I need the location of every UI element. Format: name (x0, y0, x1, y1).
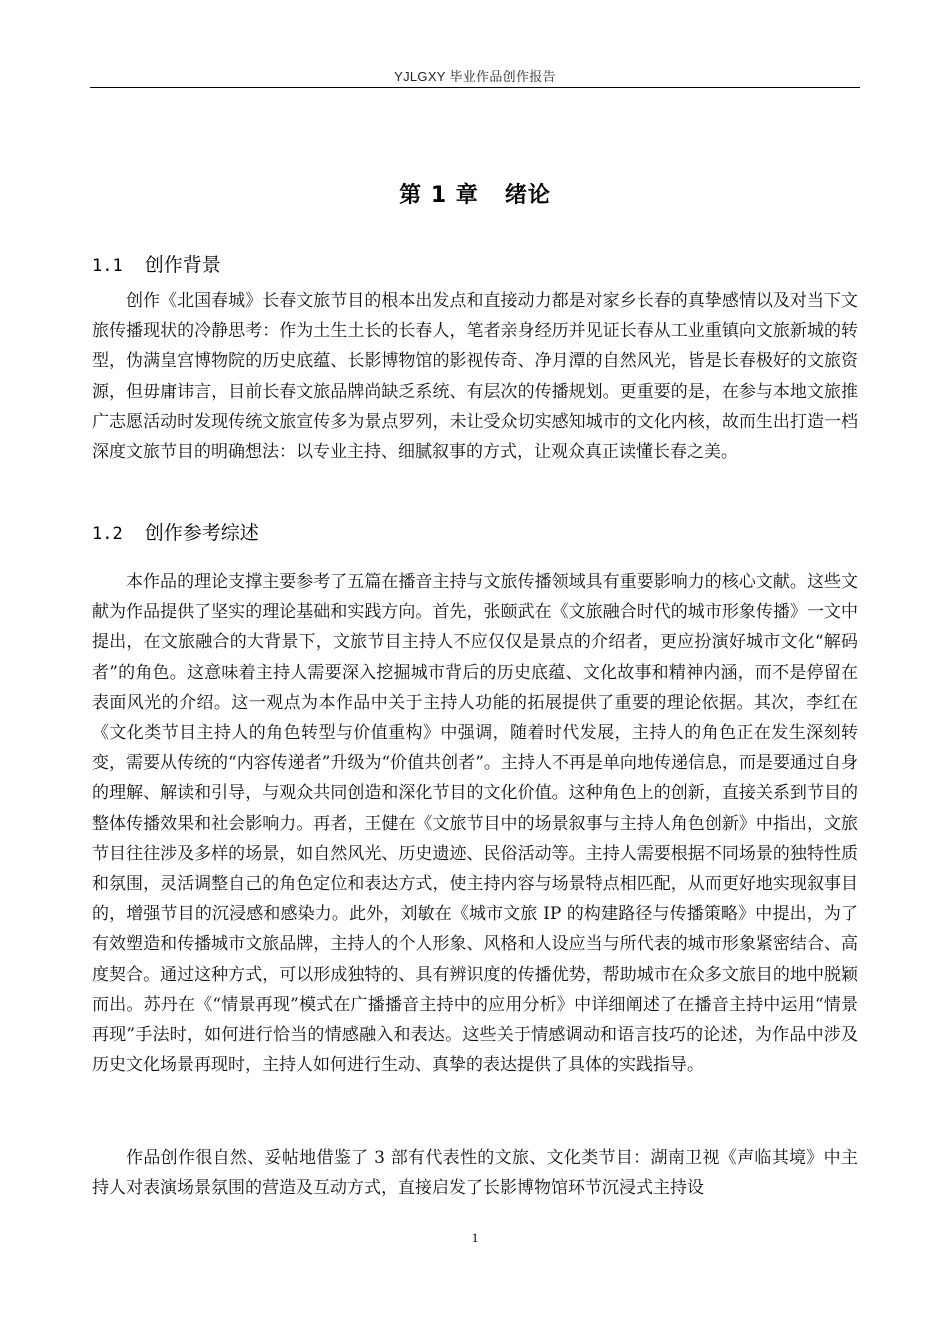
section-number: 1.1 (92, 256, 123, 276)
chapter-title (90, 178, 860, 209)
section-number: 1.2 (92, 524, 123, 544)
section-title: 创作参考综述 (144, 522, 259, 544)
section-heading-1-1 (92, 250, 221, 277)
page-number: 1 (471, 1230, 479, 1245)
paragraph-background: 创作《北国春城》长春文旅节目的根本出发点和直接动力都是对家乡长春的真挚感情以及对当下文旅传播现状的冷静思考：作为土生土长的长春人，笔者亲身经历并见证长春从工业重镇向文旅新城的转型，伪满皇宫博物院的历史底蕴、长影博物馆的影视传奇、净月潭的自然风光，皆是长春极好的文旅资源，但毋庸讳言，目前长春文旅品牌尚缺乏系统、有层次的传播规划。更重要的是，在参与本地文旅推广志愿活动时发现传统文旅宣传多为景点罗列，未让受众切实感知城市的文化内核，故而生出打造一档深度文旅节目的明确想法：以专业主持、细腻叙事的方式，让观众真正读懂长春之美。 (92, 291, 858, 463)
running-header: YJLGXY 毕业作品创作报告 (394, 69, 556, 84)
header-rule (90, 87, 860, 88)
section-heading-1-2 (92, 518, 259, 545)
chapter-number: 第 1 章 (399, 183, 479, 208)
paragraph-program-reference: 作品创作很自然、妥帖地借鉴了 3 部有代表性的文旅、文化类节目：湖南卫视《声临其境》中主持人对表演场景氛围的营造及互动方式，直接启发了长影博物馆环节沉浸式主持设 (92, 1148, 858, 1199)
section-title: 创作背景 (144, 254, 221, 276)
paragraph-literature-review: 本作品的理论支撑主要参考了五篇在播音主持与文旅传播领域具有重要影响力的核心文献。这些文献为作品提供了坚实的理论基础和实践方向。首先，张颐武在《文旅融合时代的城市形象传播》一文中提出，在文旅融合的大背景下，文旅节目主持人不应仅仅是景点的介绍者，更应扮演好城市文化“解码者”的角色。这意味着主持人需要深入挖掘城市背后的历史底蕴、文化故事和精神内涵，而不是停留在表面风光的介绍。这一观点为本作品中关于主持人功能的拓展提供了重要的理论依据。其次，李红在《文化类节目主持人的角色转型与价值重构》中强调，随着时代发展，主持人的角色正在发生深刻转变，需要从传统的“内容传递者”升级为“价值共创者”。主持人不再是单向地传递信息，而是要通过自身的理解、解读和引导，与观众共同创造和深化节目的文化价值。这种角色上的创新，直接关系到节目的整体传播效果和社会影响力。再者，王健在《文旅节目中的场景叙事与主持人角色创新》中指出，文旅节目往往涉及多样的场景，如自然风光、历史遗迹、民俗活动等。主持人需要根据不同场景的独特性质和氛围，灵活调整自己的角色定位和表达方式，使主持内容与场景特点相匹配，从而更好地实现叙事目的，增强节目的沉浸感和感染力。此外，刘敏在《城市文旅 IP 的构建路径与传播策略》中提出，为了有效塑造和传播城市文旅品牌，主持人的个人形象、风格和人设应当与所代表的城市形象紧密结合、高度契合。通过这种方式，可以形成独特的、具有辨识度的传播优势，帮助城市在众多文旅目的地中脱颖而出。苏丹在《“情景再现”模式在广播播音主持中的应用分析》中详细阐述了在播音主持中运用“情景再现”手法时，如何进行恰当的情感融入和表达。这些关于情感调动和语言技巧的论述，为作品中涉及历史文化场景再现时，主持人如何进行生动、真挚的表达提供了具体的实践指导。 (92, 572, 858, 1076)
chapter-name: 绪论 (504, 183, 551, 208)
